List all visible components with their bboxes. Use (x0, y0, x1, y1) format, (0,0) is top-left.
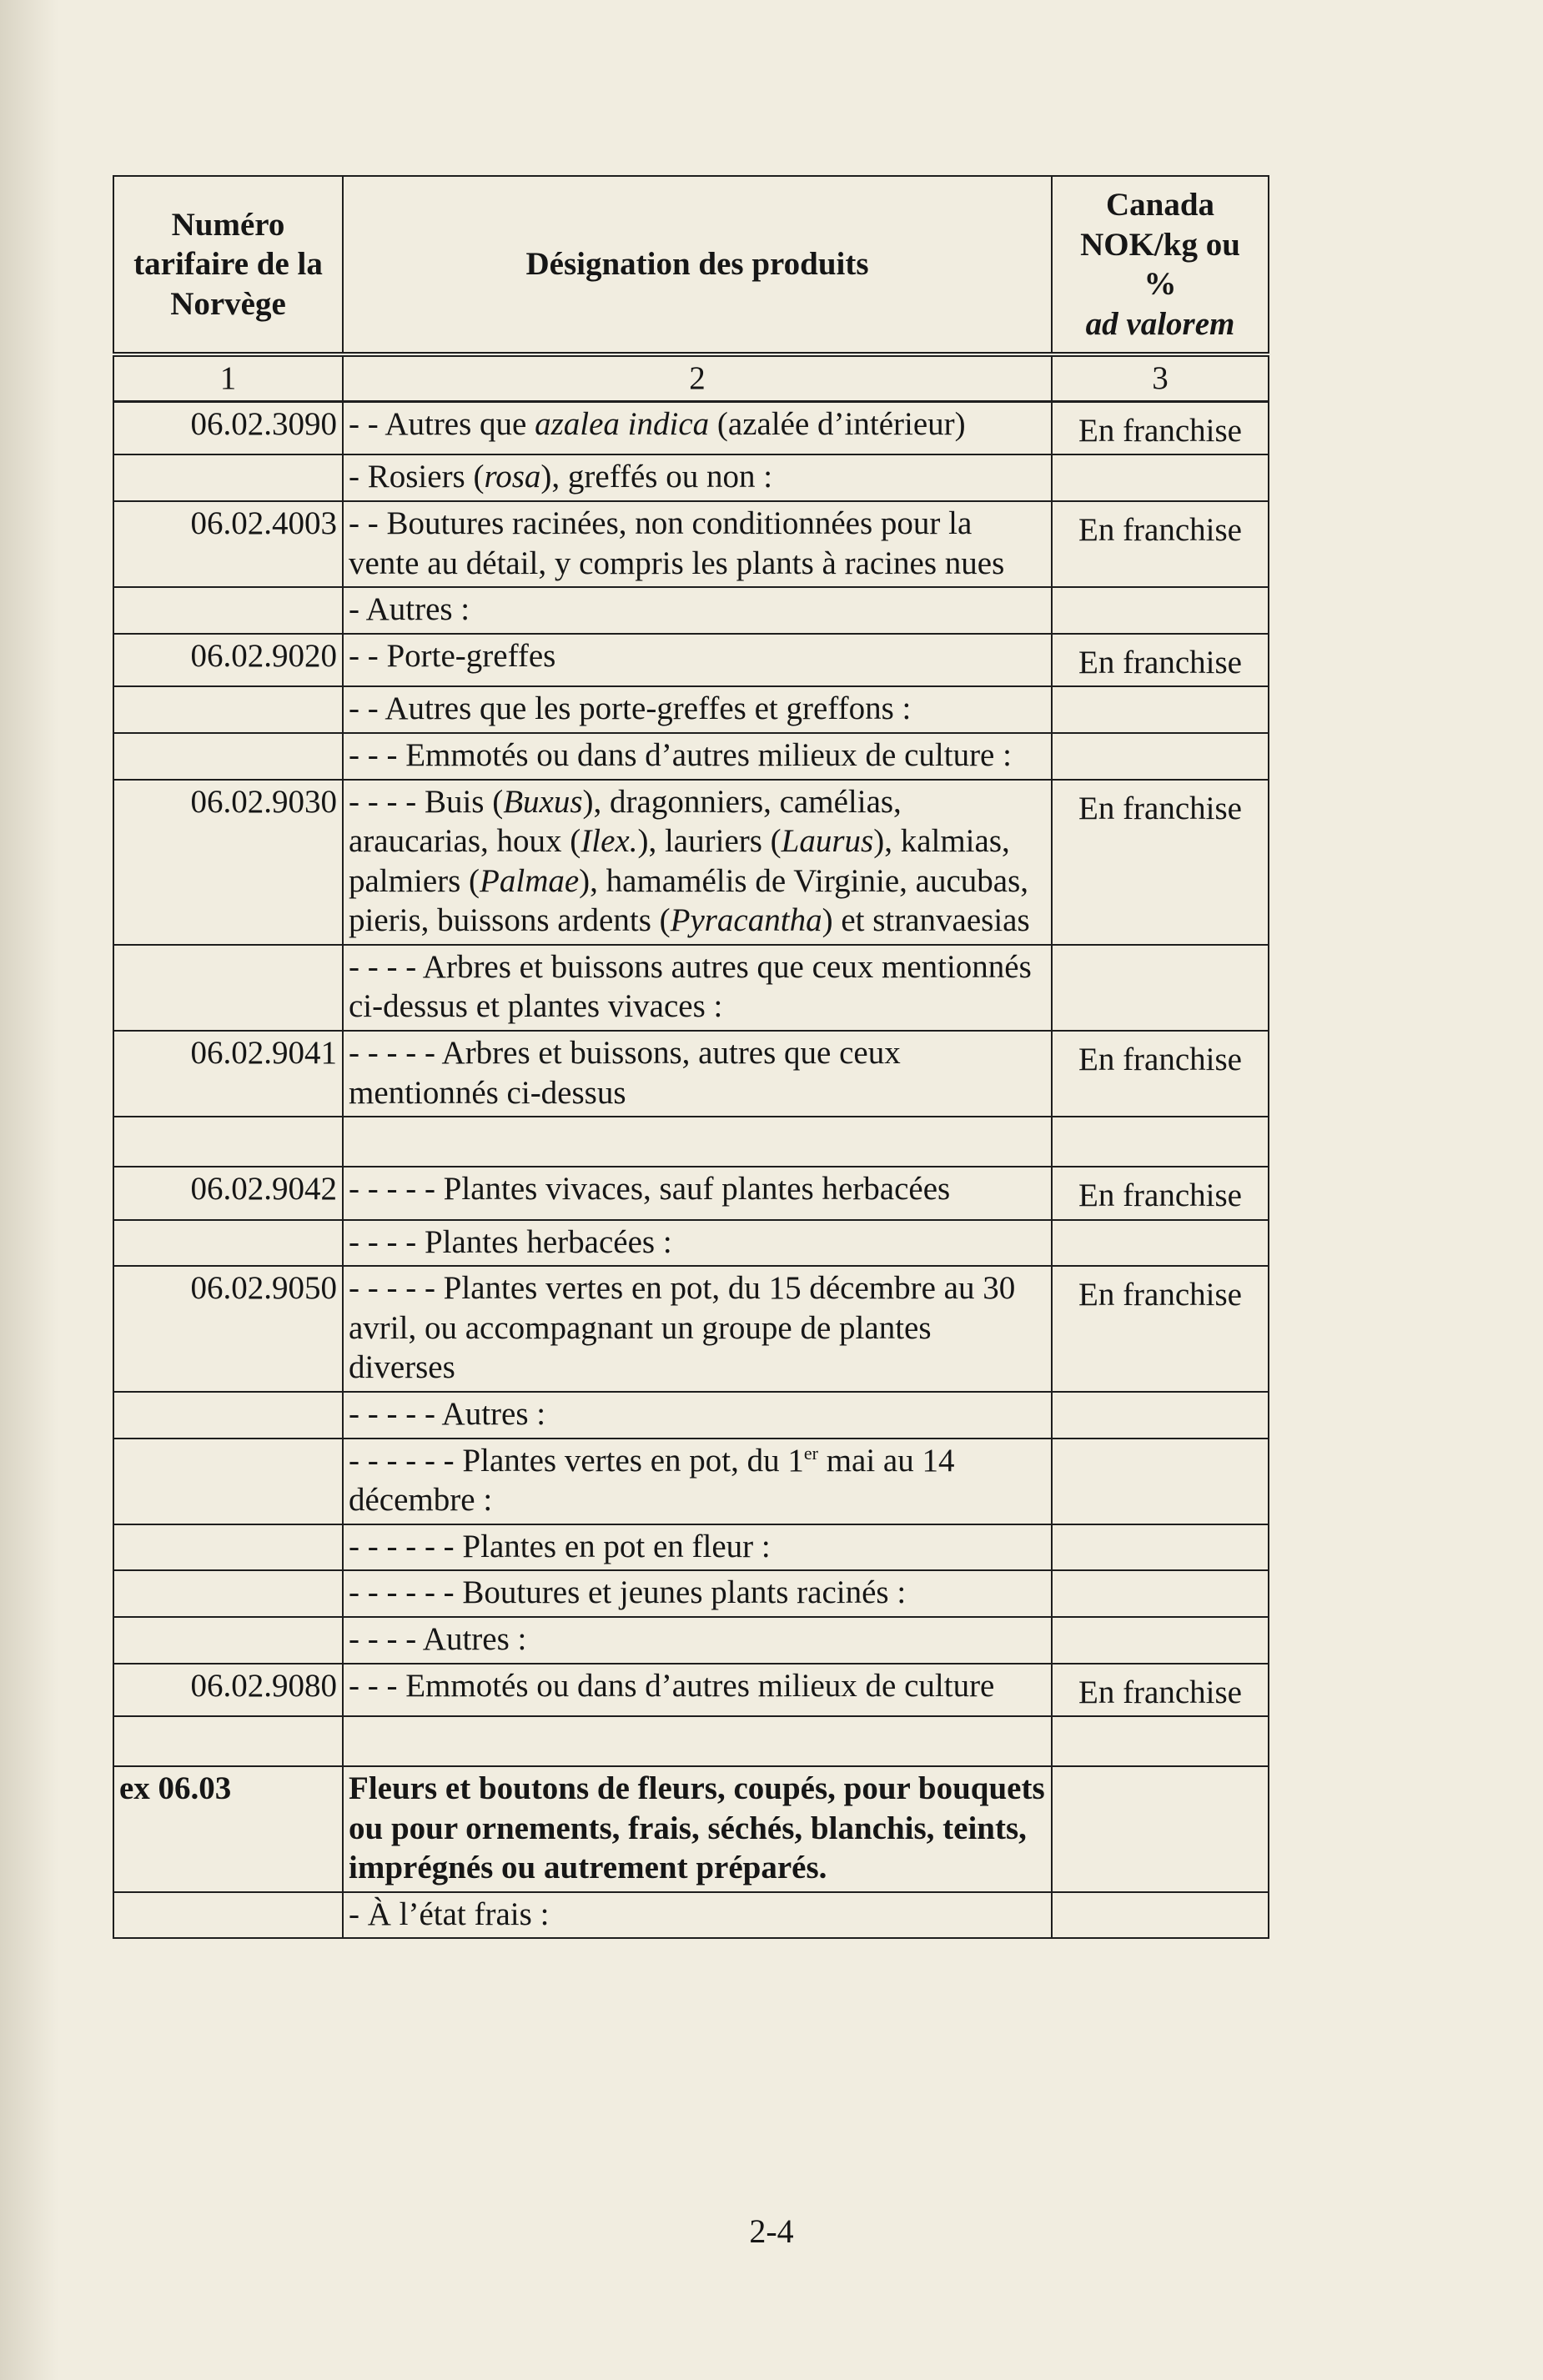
duty-rate (1052, 1524, 1269, 1571)
description-text: - - Autres que (349, 405, 535, 442)
product-description: - À l’état frais : (343, 1892, 1052, 1939)
duty-rate (1052, 1766, 1269, 1892)
product-description: Fleurs et boutons de fleurs, coupés, pour bouquets ou pour ornements, frais, séchés, blanchis, teints, imprégnés ou autrement préparés. (343, 1766, 1052, 1892)
table-row (113, 733, 1269, 780)
product-description (343, 1117, 1052, 1167)
header-rate-line4: ad valorem (1085, 305, 1235, 342)
product-description: - - - Emmotés ou dans d’autres milieux de culture (343, 1664, 1052, 1717)
tariff-code (113, 454, 343, 501)
duty-rate: En franchise (1052, 501, 1269, 587)
tariff-code: ex 06.03 (113, 1766, 343, 1892)
tariff-code (113, 1524, 343, 1571)
column-number-3: 3 (1052, 354, 1269, 401)
description-latin-name: Buxus (503, 783, 583, 820)
tariff-code: 06.02.3090 (113, 401, 343, 454)
description-latin-name: Palmae (480, 862, 580, 899)
table-row (113, 1524, 1269, 1571)
description-latin-name: rosa (484, 459, 541, 495)
product-description: - - - - - - Boutures et jeunes plants racinés : (343, 1570, 1052, 1617)
tariff-code: 06.02.9020 (113, 634, 343, 687)
header-rate-line3: % (1143, 266, 1177, 303)
description-text: ), greffés ou non : (540, 459, 773, 495)
tariff-code (113, 1439, 343, 1524)
table-row (113, 634, 1269, 687)
duty-rate (1052, 1617, 1269, 1664)
tariff-code (113, 1892, 343, 1939)
header-rate (1052, 176, 1269, 354)
table-row (113, 945, 1269, 1031)
duty-rate (1052, 587, 1269, 634)
tariff-code (113, 1617, 343, 1664)
duty-rate: En franchise (1052, 634, 1269, 687)
duty-rate (1052, 733, 1269, 780)
tariff-code: 06.02.9030 (113, 780, 343, 945)
table-row (113, 587, 1269, 634)
description-text: mai au 14 décembre : (349, 1442, 955, 1519)
description-text: - - - - - - Plantes vertes en pot, du 1 (349, 1442, 804, 1479)
column-number-1: 1 (113, 354, 343, 401)
header-row (113, 176, 1269, 354)
table-row (113, 401, 1269, 454)
product-description: - - Porte-greffes (343, 634, 1052, 687)
product-description (343, 1716, 1052, 1766)
page-edge-shadow (0, 0, 58, 2380)
header-code: Numéro tarifaire de la Norvège (113, 176, 343, 354)
duty-rate (1052, 1716, 1269, 1766)
tariff-code (113, 1117, 343, 1167)
description-latin-name: Ilex. (581, 823, 638, 860)
table-row (113, 501, 1269, 587)
tariff-code: 06.02.9080 (113, 1664, 343, 1717)
duty-rate (1052, 1392, 1269, 1439)
duty-rate (1052, 1220, 1269, 1267)
product-description: - - - - - Plantes vivaces, sauf plantes herbacées (343, 1167, 1052, 1220)
ordinal-superscript: er (803, 1442, 818, 1464)
duty-rate (1052, 1892, 1269, 1939)
table-row (113, 1716, 1269, 1766)
duty-rate (1052, 686, 1269, 733)
column-number-row (113, 354, 1269, 401)
description-text: ), hamamélis de Virginie, aucubas, pieris, buissons ardents ( (349, 862, 1028, 939)
table-row (113, 1167, 1269, 1220)
table-row (113, 1617, 1269, 1664)
table-row (113, 1266, 1269, 1392)
product-description: - - - - - - Plantes en pot en fleur : (343, 1524, 1052, 1571)
tariff-code (113, 733, 343, 780)
table-row (113, 1664, 1269, 1717)
product-description: - - - - Arbres et buissons autres que ceux mentionnés ci-dessus et plantes vivaces : (343, 945, 1052, 1031)
product-description (343, 454, 1052, 501)
description-latin-name: azalea indica (535, 405, 710, 442)
duty-rate: En franchise (1052, 401, 1269, 454)
tariff-code: 06.02.9041 (113, 1031, 343, 1117)
table-row (113, 1220, 1269, 1267)
page-number: 2-4 (749, 2212, 794, 2250)
tariff-code (113, 587, 343, 634)
description-text: - - - - Buis ( (349, 783, 504, 820)
description-text: ), lauriers ( (637, 823, 782, 860)
column-number-2: 2 (343, 354, 1052, 401)
table-row (113, 1031, 1269, 1117)
tariff-code (113, 945, 343, 1031)
tariff-code (113, 1716, 343, 1766)
tariff-code (113, 1220, 343, 1267)
product-description: - - - - Plantes herbacées : (343, 1220, 1052, 1267)
product-description: - - - Emmotés ou dans d’autres milieux de culture : (343, 733, 1052, 780)
duty-rate (1052, 945, 1269, 1031)
tariff-code: 06.02.9042 (113, 1167, 343, 1220)
tariff-code (113, 1392, 343, 1439)
product-description: - - - - - Plantes vertes en pot, du 15 décembre au 30 avril, ou accompagnant un groupe de plantes diverses (343, 1266, 1052, 1392)
product-description: - - Boutures racinées, non conditionnées pour la vente au détail, y compris les plants à racines nues (343, 501, 1052, 587)
product-description: - - Autres que les porte-greffes et greffons : (343, 686, 1052, 733)
description-text: ), kalmias, palmiers ( (349, 823, 1010, 899)
header-rate-line1: Canada (1105, 187, 1215, 223)
table-row (113, 1117, 1269, 1167)
product-description (343, 1439, 1052, 1524)
description-latin-name: Pyracantha (670, 902, 822, 939)
table-row (113, 454, 1269, 501)
description-text: ) et stranvaesias (822, 902, 1030, 939)
duty-rate: En franchise (1052, 780, 1269, 945)
table-row (113, 686, 1269, 733)
table-row (113, 1392, 1269, 1439)
tariff-code (113, 1570, 343, 1617)
product-description (343, 401, 1052, 454)
table-row (113, 1766, 1269, 1892)
product-description: - Autres : (343, 587, 1052, 634)
tariff-code: 06.02.9050 (113, 1266, 343, 1392)
description-text: ), dragonniers, camélias, araucarias, houx ( (349, 783, 902, 860)
product-description: - - - - - Autres : (343, 1392, 1052, 1439)
duty-rate: En franchise (1052, 1031, 1269, 1117)
duty-rate: En franchise (1052, 1167, 1269, 1220)
duty-rate (1052, 1117, 1269, 1167)
product-description: - - - - - Arbres et buissons, autres que ceux mentionnés ci-dessus (343, 1031, 1052, 1117)
duty-rate: En franchise (1052, 1266, 1269, 1392)
duty-rate: En franchise (1052, 1664, 1269, 1717)
table-row (113, 780, 1269, 945)
description-text: (azalée d’intérieur) (709, 405, 966, 442)
header-description: Désignation des produits (343, 176, 1052, 354)
tariff-code (113, 686, 343, 733)
header-rate-line2: NOK/kg ou (1080, 226, 1240, 263)
product-description: - - - - Autres : (343, 1617, 1052, 1664)
duty-rate (1052, 1570, 1269, 1617)
duty-rate (1052, 454, 1269, 501)
duty-rate (1052, 1439, 1269, 1524)
product-description (343, 780, 1052, 945)
tariff-table (113, 175, 1269, 1939)
description-text: - Rosiers ( (349, 459, 485, 495)
table-row (113, 1892, 1269, 1939)
description-latin-name: Laurus (781, 823, 874, 860)
table-row (113, 1439, 1269, 1524)
table-row (113, 1570, 1269, 1617)
tariff-code: 06.02.4003 (113, 501, 343, 587)
